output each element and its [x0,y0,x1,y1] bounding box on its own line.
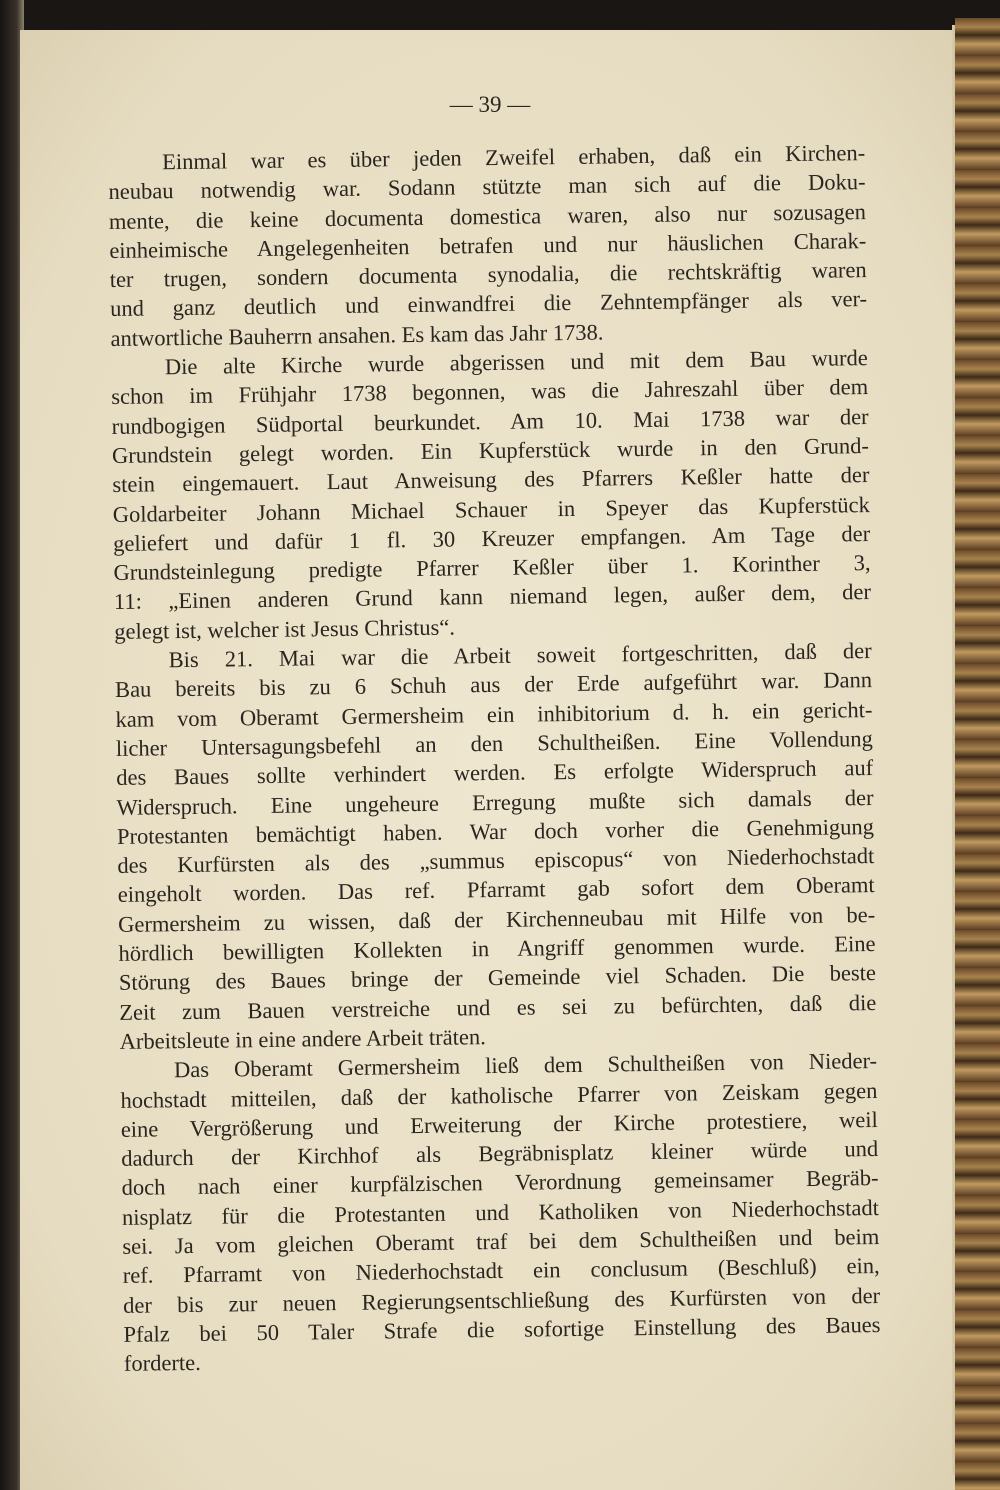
paragraph [108,138,868,353]
text-line: und ganz deutlich und einwandfrei die Zehntempfänger als ver- [109,286,868,322]
scan-top-border [0,0,1000,32]
text-line: ref. Pfarramt von Niederhochstadt ein conclusum (Beschluß) ein, [122,1253,880,1289]
text-line: des Kurfürsten als des „summus episcopus“ von Niederhochstadt [117,843,875,879]
text-line: geliefert und dafür 1 fl. 30 Kreuzer empfangen. Am Tage der [113,520,871,556]
text-line: Bis 21. Mai war die Arbeit soweit fortgeschritten, daß der [168,638,872,673]
text-line: nisplatz für die Protestanten und Katholiken von Niederhochstadt [121,1194,880,1230]
text-line: mente, die keine documenta domestica waren, also nur sozusagen [108,198,867,234]
body-text [108,138,881,1378]
text-line: eine Vergrößerung und Erweiterung der Kirche protestiere, weil [120,1106,878,1142]
text-line: Arbeitsleute in eine andere Arbeit träten. [119,1024,486,1054]
text-line: neubau notwendig war. Sodann stützte man sich auf die Doku- [108,169,866,205]
book-cover-edge [955,18,1000,1490]
text-line: Germersheim zu wissen, daß der Kirchenneubau mit Hilfe von be- [117,901,876,937]
text-line: sei. Ja vom gleichen Oberamt traf bei dem Schultheißen und beim [122,1223,880,1259]
text-line: der bis zur neuen Regierungsentschließung des Kurfürsten von der [122,1282,881,1318]
paragraph [120,1046,881,1378]
text-line: rundbogigen Südportal beurkundet. Am 10. Mai 1738 war der [111,403,869,439]
text-line: Widerspruch. Eine ungeheure Erregung mußte sich damals der [116,784,874,820]
text-line: antwortliche Bauherrn ansahen. Es kam das Jahr 1738. [110,319,604,351]
text-line: Zeit zum Bauen verstreiche und es sei zu befürchten, daß die [119,989,877,1025]
text-line: doch nach einer kurpfälzischen Verordnung gemeinsamer Begräb- [121,1165,879,1201]
text-line: ter trugen, sondern documenta synodalia, die rechtskräftig waren [109,257,867,293]
text-line: Pfalz bei 50 Taler Strafe die sofortige Einstellung des Baues [123,1311,881,1347]
text-line: Störung des Baues bringe der Gemeinde viel Schaden. Die beste [118,960,877,996]
book-page [20,30,960,1490]
text-line: Die alte Kirche wurde abgerissen und mit dem Bau wurde [164,345,868,380]
text-line: hochstadt mitteilen, daß der katholische Pfarrer von Zeiskam gegen [120,1077,878,1113]
text-line: Goldarbeiter Johann Michael Schauer in Speyer das Kupferstück [112,491,870,527]
text-line: Bau bereits bis zu 6 Schuh aus der Erde aufgeführt war. Dann [114,667,873,703]
text-line: hördlich bewilligten Kollekten in Angriff genommen wurde. Eine [118,931,876,966]
text-line: forderte. [123,1350,201,1377]
text-line: Einmal war es über jeden Zweifel erhaben, daß ein Kirchen- [162,140,866,175]
text-line: licher Untersagungsbefehl an den Schultheißen. Eine Vollendung [115,725,873,761]
page-number: — 39 — [449,92,531,117]
text-line: kam vom Oberamt Germersheim ein inhibitorium d. h. ein gericht- [115,696,873,732]
paragraph [111,343,872,646]
text-line: stein eingemauert. Laut Anweisung des Pfarrers Keßler hatte der [112,462,870,498]
text-line: 11: „Einen anderen Grund kann niemand legen, außer dem, der [113,579,872,615]
paragraph [115,636,877,1056]
text-line: Grundsteinlegung predigte Pfarrer Keßler über 1. Korinther 3, [113,550,871,586]
text-line: gelegt ist, welcher ist Jesus Christus“. [114,614,456,644]
text-line: Grundstein gelegt worden. Ein Kupferstück wurde in den Grund- [111,433,870,468]
text-line: eingeholt worden. Das ref. Pfarramt gab sofort dem Oberamt [117,872,875,908]
text-line: schon im Frühjahr 1738 begonnen, was die Jahreszahl über dem [111,374,869,410]
text-line: Das Oberamt Germersheim ließ dem Schultheißen von Nieder- [173,1048,878,1083]
text-line: des Baues sollte verhindert werden. Es erfolgte Widerspruch auf [116,755,874,791]
text-line: einheimische Angelegenheiten betrafen und nur häuslichen Charak- [109,227,867,263]
text-line: dadurch der Kirchhof als Begräbnisplatz kleiner würde und [121,1136,879,1172]
text-line: Protestanten bemächtigt haben. War doch vorher die Genehmigung [116,813,875,849]
